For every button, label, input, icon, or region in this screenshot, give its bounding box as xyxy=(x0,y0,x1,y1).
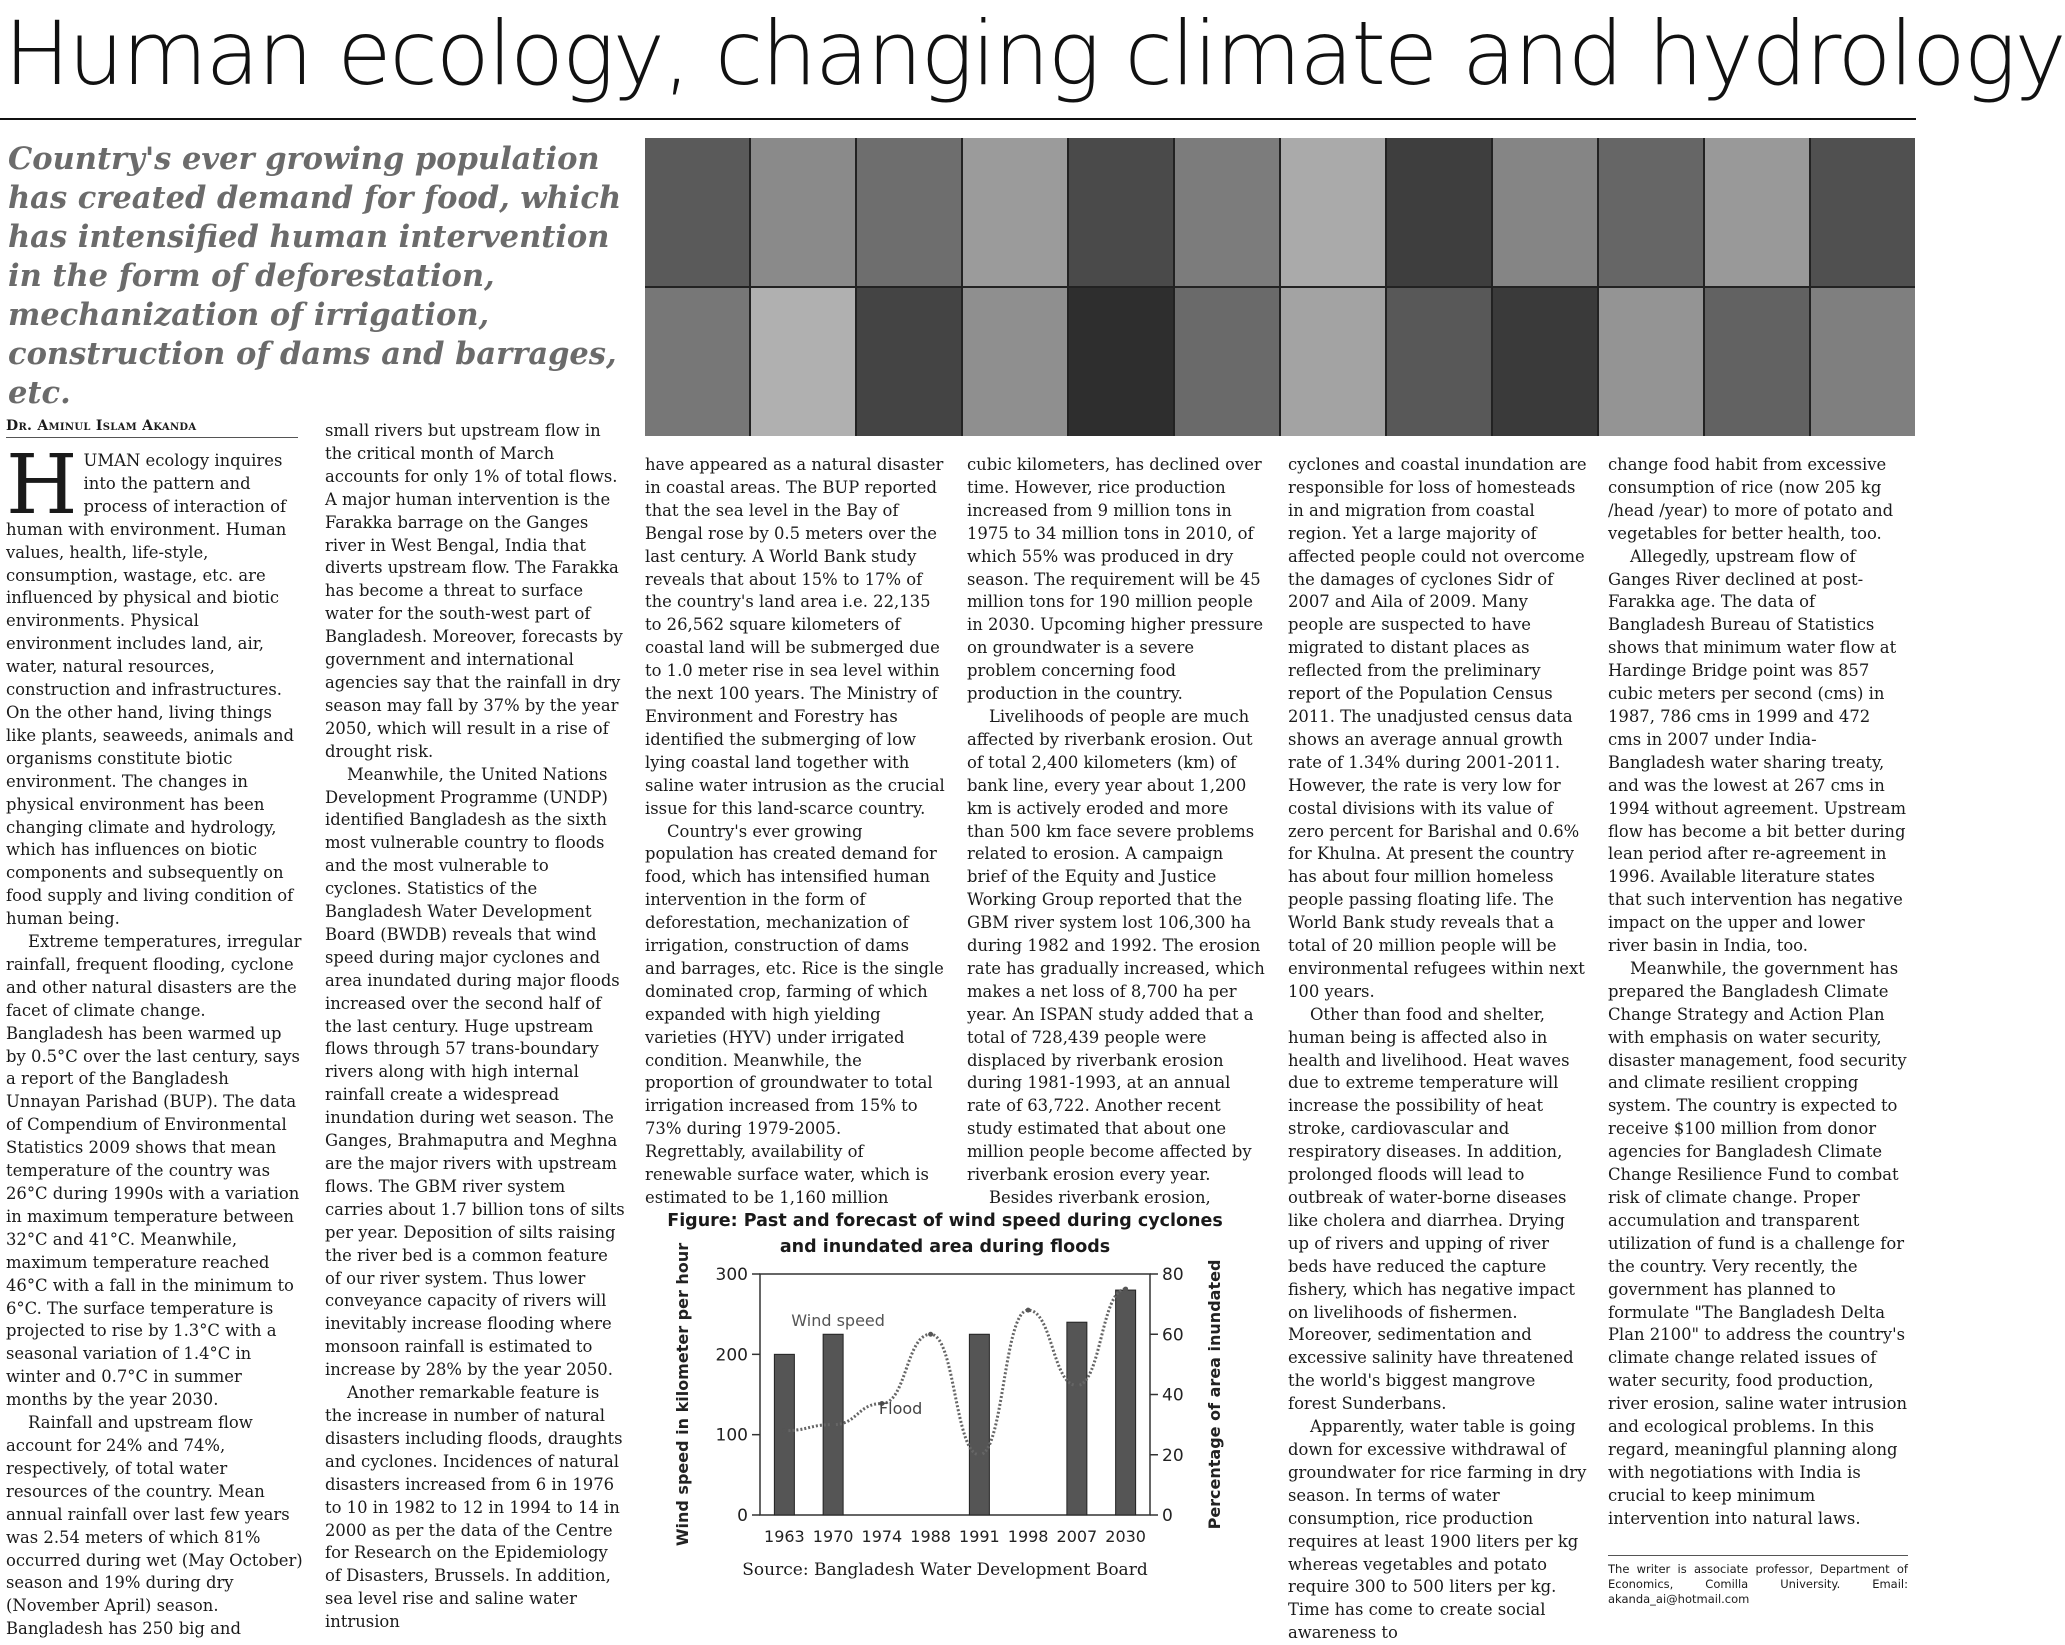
x-tick-label: 1963 xyxy=(764,1527,805,1546)
paragraph: HUMAN ecology inquires into the pattern and process of interaction of human with environment. Human values, health, life-style, consumption, wastage, etc. are influenced by physical and biotic environments. Physical environment includes land, air, water, natural resources, construction and infrastructures. On the other hand, living things like plants, seaweeds, animals and organisms constitute biotic environment. The changes in physical environment has been changing climate and hydrology, which has influences on biotic components and subsequently on food supply and living condition of human being. xyxy=(6,438,295,929)
collage-photo xyxy=(1281,138,1385,286)
paragraph: Meanwhile, the government has prepared the Bangladesh Climate Change Strategy and Action Plan with emphasis on water security, disaster management, food security and climate resilient cropping system. The country is expected to receive $100 million from donor agencies for Bangladesh Climate Change Resilience Fund to combat risk of climate change. Proper accumulation and transparent utilization of fund is a challenge for the country. Very recently, the government has planned to formulate "The Bangladesh Delta Plan 2100" to address the country's climate change related issues of water security, food production, river erosion, saline water intrusion and ecological problems. In this regard, meaningful planning along with negotiations with India is crucial to keep minimum intervention into natural laws. xyxy=(1608,958,1908,1528)
series-label-flood: Flood xyxy=(878,1399,923,1418)
paragraph: Meanwhile, the United Nations Development Programme (UNDP) identified Bangladesh as the sixth most vulnerable country to floods and the most vulnerable to cyclones. Statistics of the Bangladesh Water Development Board (BWDB) reveals that wind speed during major cyclones and area inundated during major floods increased over the second half of the last century. Huge upstream flows through 57 trans-boundary rivers along with high internal rainfall create a widespread inundation during wet season. The Ganges, Brahmaputra and Meghna are the major rivers with upstream flows. The GBM river system carries about 1.7 billion tons of silts per year. Deposition of silts raising the river bed is a common feature of our river system. Thus lower conveyance capacity of rivers will inevitably increase flooding where monsoon rainfall is estimated to increase by 28% by the year 2050. xyxy=(325,764,625,1380)
paragraph: Rainfall and upstream flow account for 24% and 74%, respectively, of total water resources of the country. Mean annual rainfall over last few years was 2.54 meters of which 81% occurred during wet (May October) season and 19% during dry (November April) season. Bangladesh has 250 big and xyxy=(6,1413,303,1639)
collage-photo xyxy=(1175,288,1279,436)
flood-point xyxy=(1074,1383,1079,1388)
paragraph: Besides riverbank erosion, xyxy=(989,1188,1211,1207)
y2-tick-label: 60 xyxy=(1162,1325,1184,1346)
y2-axis-label: Percentage of area inundated xyxy=(1205,1259,1224,1530)
chart-title: Figure: Past and forecast of wind speed during cyclones and inundated area during floods xyxy=(667,1211,1223,1257)
collage-photo xyxy=(1705,288,1809,436)
x-tick-label: 2030 xyxy=(1105,1527,1146,1546)
collage-photo xyxy=(963,288,1067,436)
collage-photo xyxy=(751,138,855,286)
series-label-wind-speed: Wind speed xyxy=(791,1311,885,1330)
article-column-3 xyxy=(645,454,945,1207)
wind-speed-bar xyxy=(969,1334,989,1515)
collage-photo xyxy=(1811,288,1915,436)
chart-svg xyxy=(660,1208,1230,1598)
paragraph: Country's ever growing population has created demand for food, which has intensified human intervention in the form of deforestation, mechanization of irrigation, construction of dams and barrages, etc. Rice is the single dominated crop, farming of which expanded with high yielding varieties (HYV) under irrigated condition. Meanwhile, the proportion of groundwater to total irrigation increased from 15% to 73% during 1979-2005. Regrettably, availability of renewable surface water, which is estimated to be 1,160 million xyxy=(645,821,944,1207)
wind-speed-bar xyxy=(774,1354,794,1515)
y-tick-label: 100 xyxy=(715,1425,748,1446)
y-axis-label: Wind speed in kilometer per hour xyxy=(673,1242,692,1547)
x-tick-label: 2007 xyxy=(1056,1527,1098,1546)
collage-photo xyxy=(1387,288,1491,436)
headline: Human ecology, changing climate and hydrology xyxy=(4,2,2065,105)
collage-photo xyxy=(1281,288,1385,436)
dropcap: H xyxy=(6,438,78,533)
x-tick-label: 1998 xyxy=(1007,1527,1049,1546)
y2-tick-label: 80 xyxy=(1162,1265,1184,1285)
collage-photo xyxy=(645,138,749,286)
paragraph: change food habit from excessive consumption of rice (now 205 kg /head /year) to more of potato and vegetables for better health, too. xyxy=(1608,455,1894,543)
x-tick-label: 1988 xyxy=(910,1527,951,1546)
collage-photo xyxy=(751,288,855,436)
y2-tick-label: 40 xyxy=(1162,1385,1184,1406)
article-column-2 xyxy=(325,420,625,1632)
flood-point xyxy=(977,1452,982,1457)
article-column-5 xyxy=(1288,454,1588,1643)
byline: Dr. Aminul Islam Akanda xyxy=(6,418,298,438)
paragraph: Another remarkable feature is the increase in number of natural disasters including floods, draughts and cyclones. Incidences of natural disasters increased from 6 in 1976 to 10 in 1982 to 12 in 1994 to 14 in 2000 as per the data of the Centre for Research on the Epidemiology of Disasters, Brussels. In addition, sea level rise and saline water intrusion xyxy=(325,1383,623,1632)
chart-source: Source: Bangladesh Water Development Board xyxy=(742,1560,1148,1580)
flood-point xyxy=(1026,1308,1031,1313)
collage-photo xyxy=(645,288,749,436)
x-tick-label: 1991 xyxy=(959,1527,1000,1546)
deck-summary: Country's ever growing population has created demand for food, which has intensified human intervention in the form of deforestation, mechanization of irrigation, construction of dams and barrages, etc. xyxy=(8,141,622,411)
collage-photo xyxy=(1175,138,1279,286)
divider xyxy=(0,118,1916,120)
paragraph: small rivers but upstream flow in the critical month of March accounts for only 1% of total flows. A major human intervention is the Farakka barrage on the Ganges river in West Bengal, India that diverts upstream flow. The Farakka has become a threat to surface water for the south-west part of Bangladesh. Moreover, forecasts by government and international agencies say that the rainfall in dry season may fall by 37% by the year 2050, which will result in a rise of drought risk. xyxy=(325,421,623,761)
collage-photo xyxy=(857,288,961,436)
flood-point xyxy=(831,1422,836,1427)
collage-photo xyxy=(1599,288,1703,436)
flood-point xyxy=(782,1428,787,1433)
x-tick-label: 1974 xyxy=(861,1527,903,1546)
y2-tick-label: 20 xyxy=(1162,1445,1184,1466)
paragraph: Extreme temperatures, irregular rainfall, frequent flooding, cyclone and other natural disasters are the facet of climate change. Bangladesh has been warmed up by 0.5°C over the last century, says a report of the Bangladesh Unnayan Parishad (BUP). The data of Compendium of Environmental Statistics 2009 shows that mean temperature of the country was 26°C during 1990s with a variation in maximum temperature between 32°C and 41°C. Meanwhile, maximum temperature reached 46°C with a fall in the minimum to 6°C. The surface temperature is projected to rise by 1.3°C with a seasonal variation of 1.4°C in winter and 0.7°C in summer months by the year 2030. xyxy=(6,932,302,1410)
collage-photo xyxy=(1493,138,1597,286)
photo-collage xyxy=(645,138,1915,436)
y-tick-label: 300 xyxy=(715,1265,748,1285)
paragraph: have appeared as a natural disaster in coastal areas. The BUP reported that the sea level in the Bay of Bengal rose by 0.5 meters over the last century. A World Bank study reveals that about 15% to 17% of the country's land area i.e. 22,135 to 26,562 square kilometers of coastal land will be submerged due to 1.0 meter rise in sea level within the next 100 years. The Ministry of Environment and Forestry has identified the submerging of low lying coastal land together with saline water intrusion as the crucial issue for this land-scarce country. xyxy=(645,455,945,818)
collage-photo xyxy=(963,138,1067,286)
wind-speed-bar xyxy=(1067,1322,1087,1515)
collage-photo xyxy=(1599,138,1703,286)
figure-chart xyxy=(660,1208,1230,1598)
paragraph: Apparently, water table is going down for excessive withdrawal of groundwater for rice farming in dry season. In terms of water consumption, rice production requires at least 1900 liters per kg whereas vegetables and potato require 300 to 500 liters per kg. Time has come to create social awareness to xyxy=(1288,1417,1587,1643)
article-column-6 xyxy=(1608,454,1908,1549)
y-tick-label: 200 xyxy=(715,1345,748,1366)
x-tick-label: 1970 xyxy=(812,1527,854,1546)
collage-photo xyxy=(1069,138,1173,286)
article-column-4 xyxy=(967,454,1267,1207)
wind-speed-bar xyxy=(1116,1290,1136,1515)
collage-photo xyxy=(1069,288,1173,436)
flood-point xyxy=(928,1332,933,1337)
collage-photo xyxy=(1705,138,1809,286)
collage-photo xyxy=(1811,138,1915,286)
paragraph: Allegedly, upstream flow of Ganges River declined at post-Farakka age. The data of Bangladesh Bureau of Statistics shows that minimum water flow at Hardinge Bridge point was 857 cubic meters per second (cms) in 1987, 786 cms in 1999 and 472 cms in 2007 under India-Bangladesh water sharing treaty, and was the lowest at 267 cms in 1994 without agreement. Upstream flow has become a bit better during lean period after re-agreement in 1996. Available literature states that such intervention has negative impact on the upper and lower river basin in India, too. xyxy=(1608,546,1907,956)
article-column-1 xyxy=(6,438,306,1639)
collage-photo xyxy=(1387,138,1491,286)
paragraph: cubic kilometers, has declined over time. However, rice production increased from 9 million tons in 1975 to 34 million tons in 2010, of which 55% was produced in dry season. The requirement will be 45 million tons for 190 million people in 2030. Upcoming higher pressure on groundwater is a severe problem concerning food production in the country. xyxy=(967,455,1264,704)
author-bio: The writer is associate professor, Department of Economics, Comilla University. Email: akanda_ai@hotmail.com xyxy=(1608,1555,1908,1607)
paragraph: cyclones and coastal inundation are responsible for loss of homesteads in and migration from coastal region. Yet a large majority of affected people could not overcome the damages of cyclones Sidr of 2007 and Aila of 2009. Many people are suspected to have migrated to distant places as reflected from the preliminary report of the Population Census 2011. The unadjusted census data shows an average annual growth rate of 1.34% during 2001-2011. However, the rate is very low for costal divisions with its value of zero percent for Barishal and 0.6% for Khulna. At present the country has about four million homeless people passing floating life. The World Bank study reveals that a total of 20 million people will be environmental refugees within next 100 years. xyxy=(1288,455,1587,1001)
collage-photo xyxy=(1493,288,1597,436)
paragraph: Other than food and shelter, human being is affected also in health and livelihood. Heat waves due to extreme temperature will increase the possibility of heat stroke, cardiovascular and respiratory diseases. In addition, prolonged floods will lead to outbreak of water-borne diseases like cholera and diarrhea. Drying up of rivers and upping of river beds have reduced the capture fishery, which has negative impact on livelihoods of fishermen. Moreover, sedimentation and excessive salinity have threatened the world's biggest mangrove forest Sunderbans. xyxy=(1288,1004,1575,1414)
y2-tick-label: 0 xyxy=(1162,1506,1173,1526)
paragraph: Livelihoods of people are much affected by riverbank erosion. Out of total 2,400 kilometers (km) of bank line, every year about 1,200 km is actively eroded and more than 500 km face severe problems related to erosion. A campaign brief of the Equity and Justice Working Group reported that the GBM river system lost 106,300 ha during 1982 and 1992. The erosion rate has gradually increased, which makes a net loss of 8,700 ha per year. An ISPAN study added that a total of 728,439 people were displaced by riverbank erosion during 1981-1993, at an annual rate of 63,722. Another recent study estimated that about one million people become affected by riverbank erosion every year. xyxy=(967,706,1265,1185)
flood-point xyxy=(1123,1287,1128,1292)
collage-photo xyxy=(857,138,961,286)
y-tick-label: 0 xyxy=(737,1506,748,1526)
